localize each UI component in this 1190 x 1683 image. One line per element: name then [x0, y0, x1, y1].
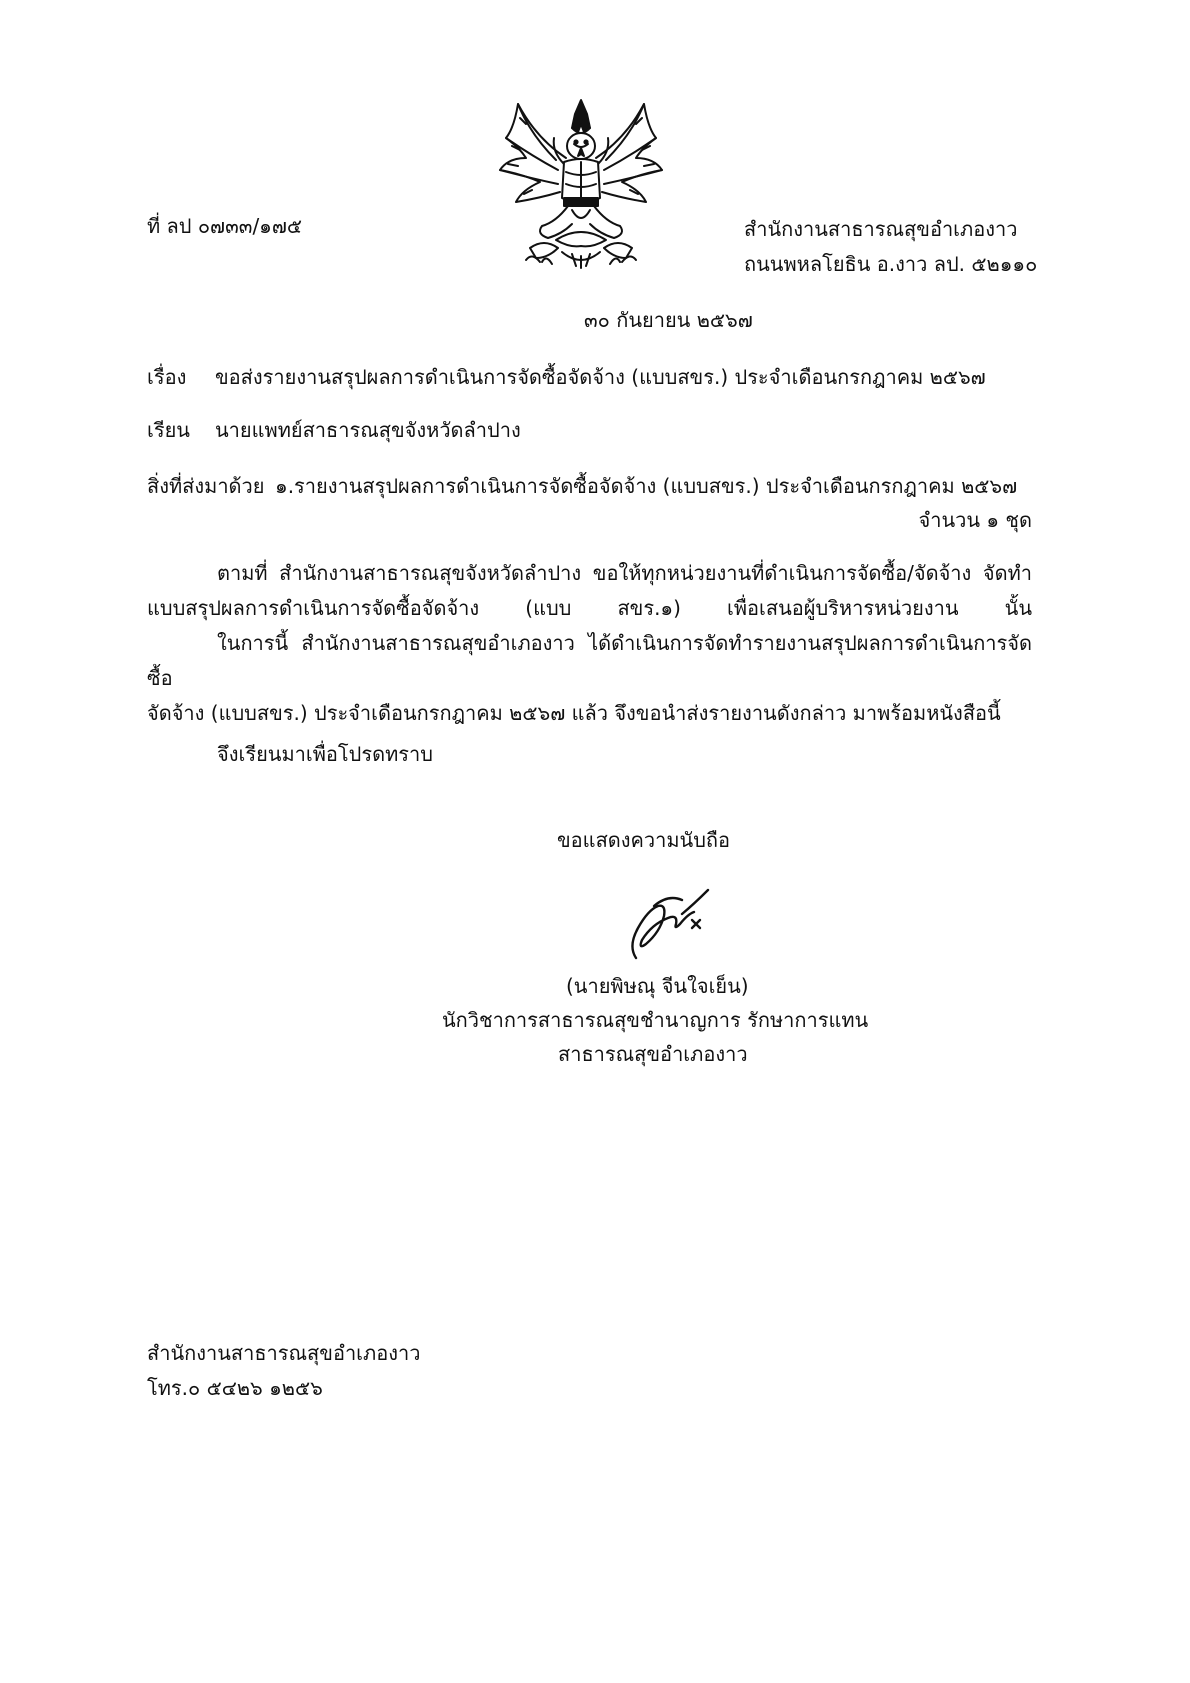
enclosure-quantity: จำนวน ๑ ชุด: [918, 508, 1032, 532]
footer-contact: [147, 1336, 420, 1406]
body-paragraph-1-line-2: แบบสรุปผลการดำเนินการจัดซื้อจัดจ้าง (แบบ สขร.๑) เพื่อเสนอผู้บริหารหน่วยงาน นั้น: [147, 596, 1032, 620]
handwritten-signature-icon: [608, 884, 718, 964]
complimentary-close: ขอแสดงความนับถือ: [557, 828, 731, 852]
signatory-title: นักวิชาการสาธารณสุขชำนาญการ รักษาการแทน: [442, 1008, 869, 1032]
subject-label: เรื่อง: [147, 365, 187, 389]
enclosure-label: สิ่งที่ส่งมาด้วย: [147, 474, 265, 498]
garuda-emblem-icon: [496, 98, 666, 270]
footer-phone: โทร.๐ ๕๔๒๖ ๑๒๕๖: [147, 1376, 323, 1400]
enclosure-text: ๑.รายงานสรุปผลการดำเนินการจัดซื้อจัดจ้าง (แบบสขร.) ประจำเดือนกรกฎาคม ๒๕๖๗: [275, 474, 1018, 498]
salutation-text: นายแพทย์สาธารณสุขจังหวัดลำปาง: [215, 418, 521, 442]
sender-street-address: ถนนพหลโยธิน อ.งาว ลป. ๕๒๑๑๐: [744, 252, 1038, 276]
sender-office: สำนักงานสาธารณสุขอำเภองาว: [744, 217, 1018, 241]
body-paragraph-2-line-2: จัดจ้าง (แบบสขร.) ประจำเดือนกรกฎาคม ๒๕๖๗ แล้ว จึงขอนำส่งรายงานดังกล่าว มาพร้อมหนังสือนี้: [147, 701, 1001, 725]
letter-date: ๓๐ กันยายน ๒๕๖๗: [584, 308, 753, 332]
footer-office-name: สำนักงานสาธารณสุขอำเภองาว: [147, 1341, 421, 1365]
signatory-acting-for: สาธารณสุขอำเภองาว: [558, 1042, 748, 1066]
subject-line: [147, 363, 986, 392]
letter-body: [147, 556, 1032, 731]
enclosure-line: [147, 472, 1017, 501]
sender-address-block: [744, 212, 1037, 282]
subject-text: ขอส่งรายงานสรุปผลการดำเนินการจัดซื้อจัดจ้าง (แบบสขร.) ประจำเดือนกรกฎาคม ๒๕๖๗: [215, 365, 986, 389]
signatory-name: (นายพิษณุ จีนใจเย็น): [566, 974, 749, 998]
body-paragraph-2-line-1: ในการนี้ สำนักงานสาธารณสุขอำเภองาว ได้ดำเนินการจัดทำรายงานสรุปผลการดำเนินการจัดซื้อ: [147, 631, 1032, 690]
body-paragraph-1-line-1: ตามที่ สำนักงานสาธารณสุขจังหวัดลำปาง ขอให้ทุกหน่วยงานที่ดำเนินการจัดซื้อ/จัดจ้าง จัดทำ: [217, 561, 1032, 585]
salutation-label: เรียน: [147, 418, 190, 442]
salutation-line: [147, 416, 521, 445]
closing-request: จึงเรียนมาเพื่อโปรดทราบ: [217, 742, 433, 766]
reference-number: ที่ ลป ๐๗๓๓/๑๗๕: [147, 214, 303, 238]
